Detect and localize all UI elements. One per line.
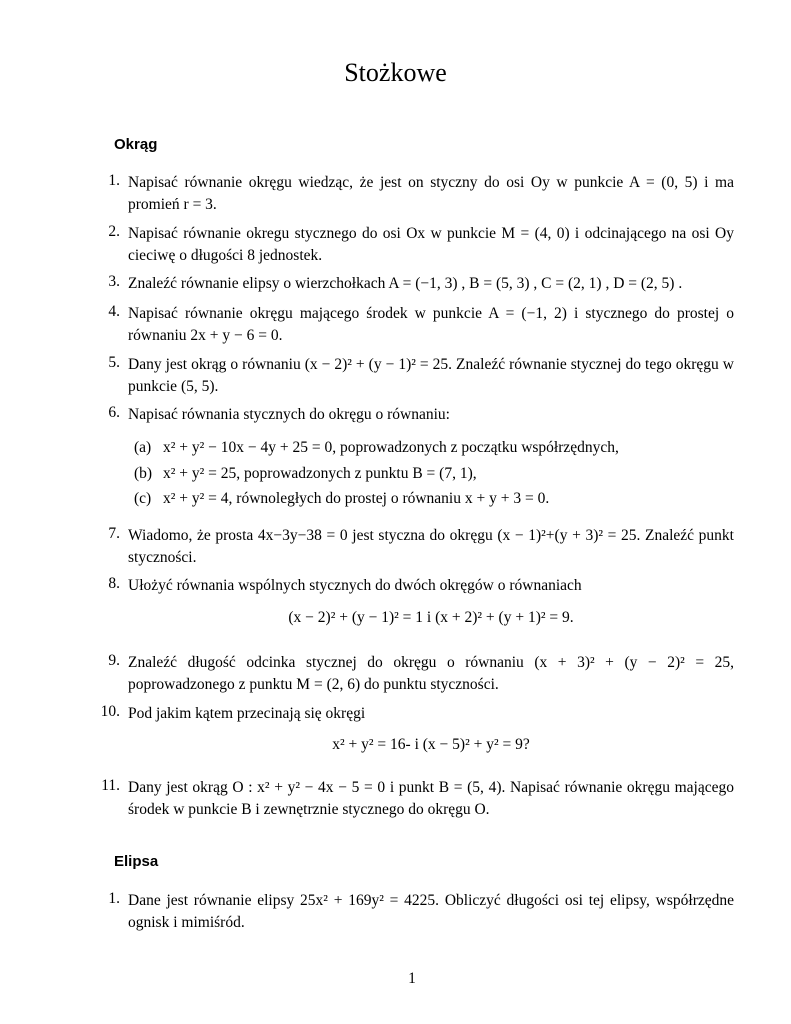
exercise-text: Napisać równanie okręgu mającego środek w punkcie A = (−1, 2) i stycznego do prostej o równaniu 2x + y − 6 = 0. <box>128 305 734 344</box>
exercise-text: Dane jest równanie elipsy 25x² + 169y² = 4225. Obliczyć długości osi tej elipsy, współrzędne ognisk i mimiśród. <box>128 892 734 931</box>
exercise-text: Znaleźć równanie elipsy o wierzchołkach A = (−1, 3) , B = (5, 3) , C = (2, 1) , D = (2, 5) . <box>128 275 683 292</box>
exercise-text: Napisać równania stycznych do okręgu o równaniu: <box>128 406 450 423</box>
exercise-text: Napisać równanie okregu stycznego do osi Ox w punkcie M = (4, 0) i odcinającego na osi Oy cieciwę o długości 8 jednostek. <box>128 225 734 264</box>
document-title: Stożkowe <box>344 58 447 87</box>
display-equation: (x − 2)² + (y − 1)² = 1 i (x + 2)² + (y + 1)² = 9. <box>288 609 574 626</box>
sub-item-label: (b) <box>134 465 153 482</box>
item-number: 7. <box>108 525 120 542</box>
item-number: 2. <box>108 223 120 240</box>
item-number: 6. <box>108 404 120 421</box>
sub-item-text: x² + y² = 4, równoległych do prostej o równaniu x + y + 3 = 0. <box>163 490 550 507</box>
sub-item-text: x² + y² − 10x − 4y + 25 = 0, poprowadzonych z początku współrzędnych, <box>163 439 619 456</box>
exercise-text: Napisać równanie okręgu wiedząc, że jest on styczny do osi Oy w punkcie A = (0, 5) i ma promień r = 3. <box>128 174 734 213</box>
exercise-text: Ułożyć równania wspólnych stycznych do dwóch okręgów o równaniach <box>128 577 582 594</box>
item-number: 3. <box>108 273 120 290</box>
section-heading-elipsa: Elipsa <box>114 853 159 870</box>
item-number: 1. <box>108 172 120 189</box>
item-number: 1. <box>108 890 120 907</box>
display-equation: x² + y² = 16- i (x − 5)² + y² = 9? <box>332 736 530 753</box>
item-number: 5. <box>108 354 120 371</box>
exercise-text: Wiadomo, że prosta 4x−3y−38 = 0 jest styczna do okręgu (x − 1)²+(y + 3)² = 25. Znaleźć punkt styczności. <box>128 527 734 566</box>
item-number: 10. <box>100 703 120 720</box>
item-number: 8. <box>108 575 120 592</box>
sub-item-text: x² + y² = 25, poprowadzonych z punktu B = (7, 1), <box>163 465 477 482</box>
page-number: 1 <box>408 970 416 987</box>
section-heading-okrag: Okrąg <box>114 136 158 153</box>
exercise-text: Znaleźć długość odcinka stycznej do okręgu o równaniu (x + 3)² + (y − 2)² = 25, poprowadzonego z punktu M = (2, 6) do punktu styczności. <box>128 654 734 693</box>
item-number: 4. <box>108 303 120 320</box>
exercise-text: Dany jest okrąg O : x² + y² − 4x − 5 = 0 i punkt B = (5, 4). Napisać równanie okręgu mającego środek w punkcie B i zewnętrznie stycznego do okręgu O. <box>128 779 734 818</box>
item-number: 11. <box>101 777 120 794</box>
sub-item-label: (c) <box>134 490 152 507</box>
exercise-text: Pod jakim kątem przecinają się okręgi <box>128 705 366 722</box>
sub-item-label: (a) <box>134 439 152 456</box>
item-number: 9. <box>108 652 120 669</box>
exercise-text: Dany jest okrąg o równaniu (x − 2)² + (y − 1)² = 25. Znaleźć równanie stycznej do tego okręgu w punkcie (5, 5). <box>128 356 734 395</box>
